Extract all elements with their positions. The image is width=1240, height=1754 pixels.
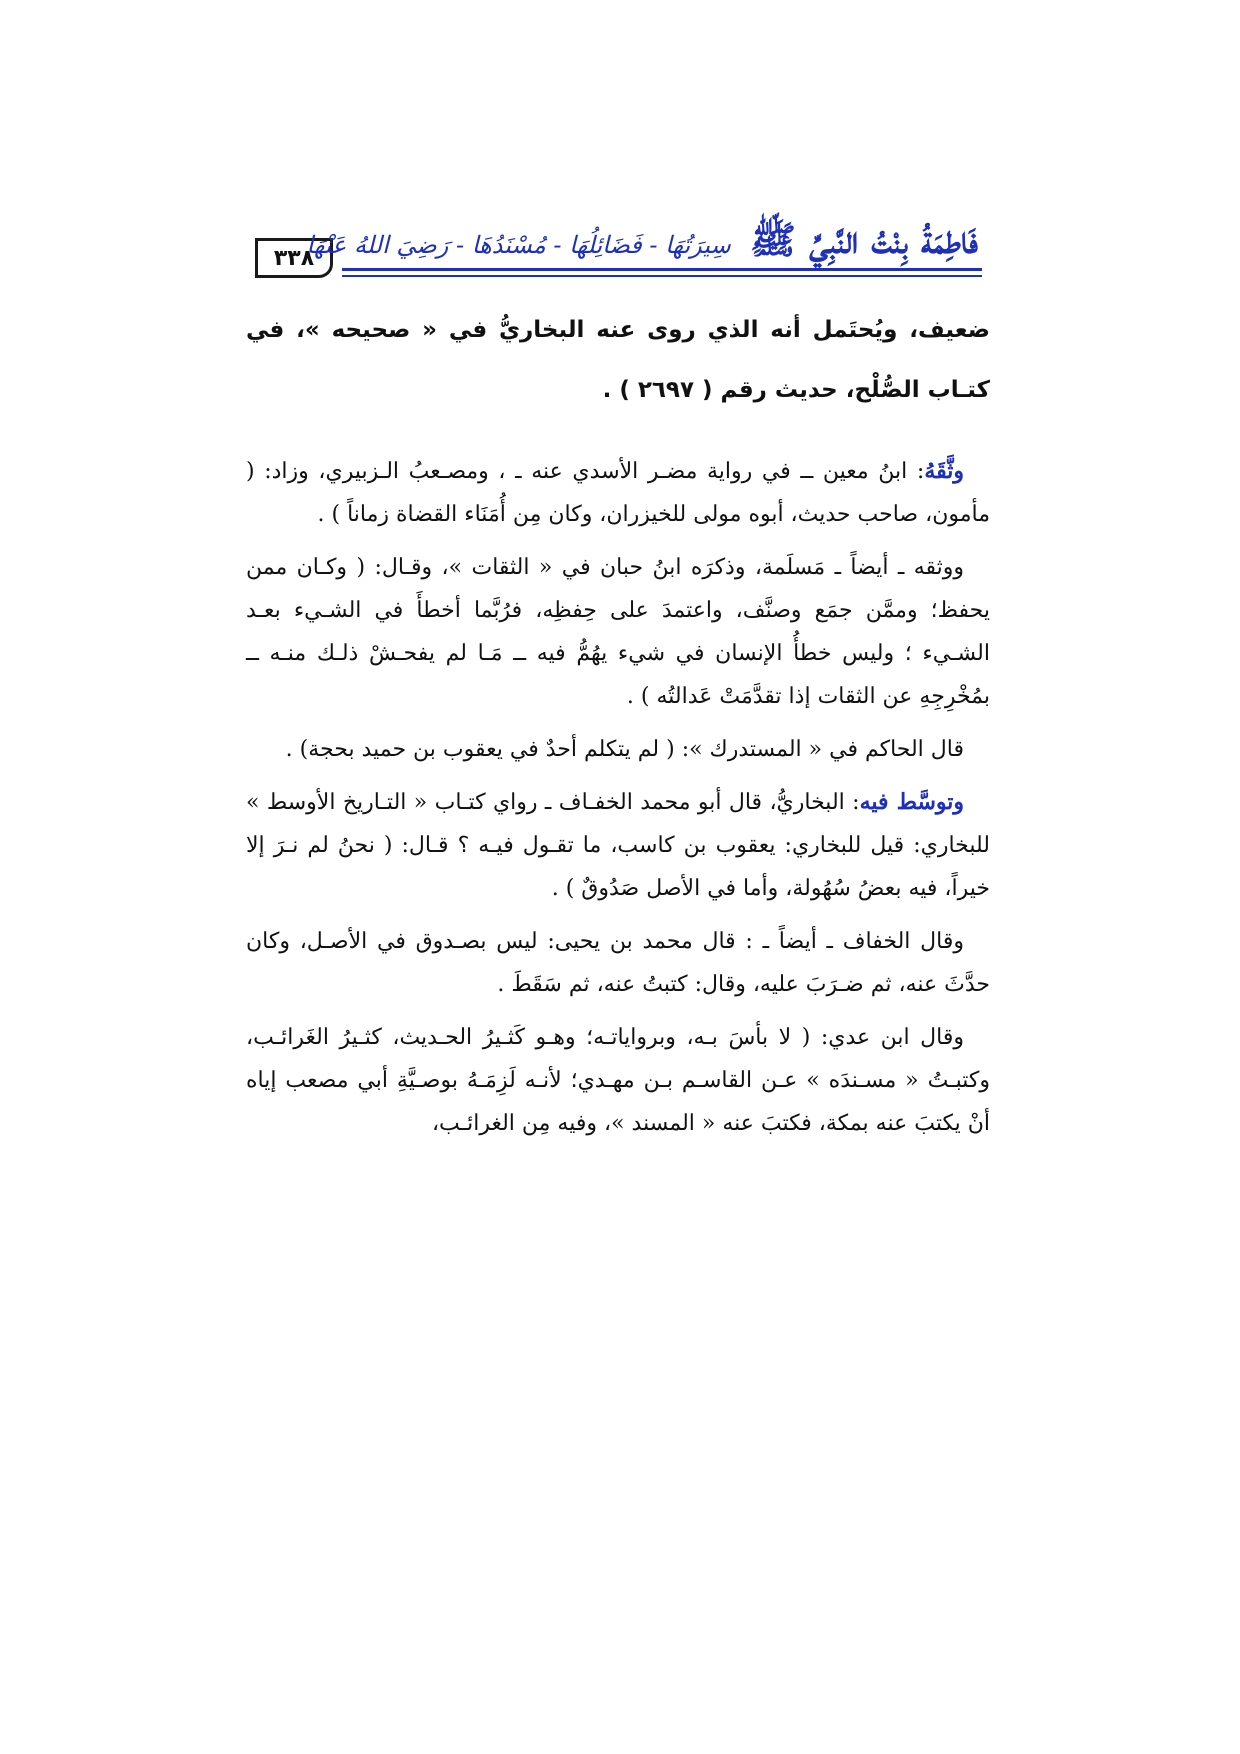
book-title-main: فَاطِمَةُ بِنْتُ النَّبِيِّ ﷺ (750, 217, 978, 262)
keyword-tawassata: وتوسَّط فيه (859, 789, 964, 815)
page-header (255, 208, 982, 278)
paragraph-gap (246, 420, 990, 450)
paragraph-ibn-adi: وقال ابن عدي: ( لا بأسَ بـه، وبرواياتـه؛ وهـو كَثـيرُ الحـديث، كثـيرُ الغَرائـب، وكتبـتُ « مسـندَه » عـن القاسـم بـن مهـدي؛ لأنـه لَزِمَـهُ بوصـيَّةِ أبي مصعب إياه أنْ يكتبَ عنه بمكة، فكتبَ عنه « المسند »، وفيه مِن الغرائـب، (246, 1025, 990, 1136)
paragraph-tawthiq-text: : ابنُ معين ــ في رواية مضـر الأسدي عنه ـ ، ومصـعبُ الـزبيري، وزاد: ( مأمون، صاحب حديث، أبوه مولى للخيزران، وكان مِن أُمَنَاء القضاة زماناً ) . (246, 459, 990, 527)
page-number: ٣٣٨ (255, 238, 333, 278)
book-title (306, 216, 978, 269)
header-divider-top (342, 268, 982, 271)
paragraph-hakim: قال الحاكم في « المستدرك »: ( لم يتكلم أحدٌ في يعقوب بن حميد بحجة) . (285, 737, 964, 762)
paragraph-khaffaf: وقال الخفاف ـ أيضاً ـ : قال محمد بن يحيى: ليس بصـدوق في الأصـل، وكان حدَّثَ عنه، ثم ضـرَبَ عليه، وقال: كتبتُ عنه، ثم سَقَطَ . (246, 929, 990, 997)
paragraph-tawassut-text: : البخاريُّ، قال أبو محمد الخفـاف ـ رواي كتـاب « التـاريخ الأوسط » للبخاري: قيل للبخاري: يعقوب بن كاسب، ما تقـول فيـه ؟ قـال: ( نحنُ لم نـرَ إلا خيراً، فيه بعضُ سُهُولة، وأما في الأصل صَدُوقٌ ) . (246, 790, 990, 901)
keyword-wathaqahu: وثَّقَهُ (924, 458, 964, 484)
paragraph-tawassut (246, 781, 990, 910)
intro-paragraph: ضعيف، ويُحتَمل أنه الذي روى عنه البخاريُّ في « صحيحه »، في كتـاب الصُّلْح، حديث رقم ( ٢٦٩٧ ) . (246, 317, 990, 403)
header-divider-bottom (342, 275, 982, 277)
book-subtitle: سِيرَتُهَا - فَضَائِلُهَا - مُسْنَدُهَا - رَضِيَ اللهُ عَنْهَا (306, 231, 731, 259)
paragraph-maslama: ووثقه ـ أيضاً ـ مَسلَمة، وذكرَه ابنُ حبان في « الثقات »، وقـال: ( وكـان ممن يحفظ؛ وممَّن جمَع وصنَّف، واعتمدَ على حِفظِه، فرُبَّما أخطأَ في الشـيء بعـد الشـيء ؛ وليس خطأُ الإنسان في شيء يهُمُّ فيه ــ مَـا لم يفحـشْ ذلـك منـه ــ بمُخْرِجِهِ عن الثقات إذا تقدَّمَتْ عَدالتُه ) . (246, 555, 990, 709)
paragraph-tawthiq (246, 450, 990, 536)
page-body (246, 300, 990, 1155)
